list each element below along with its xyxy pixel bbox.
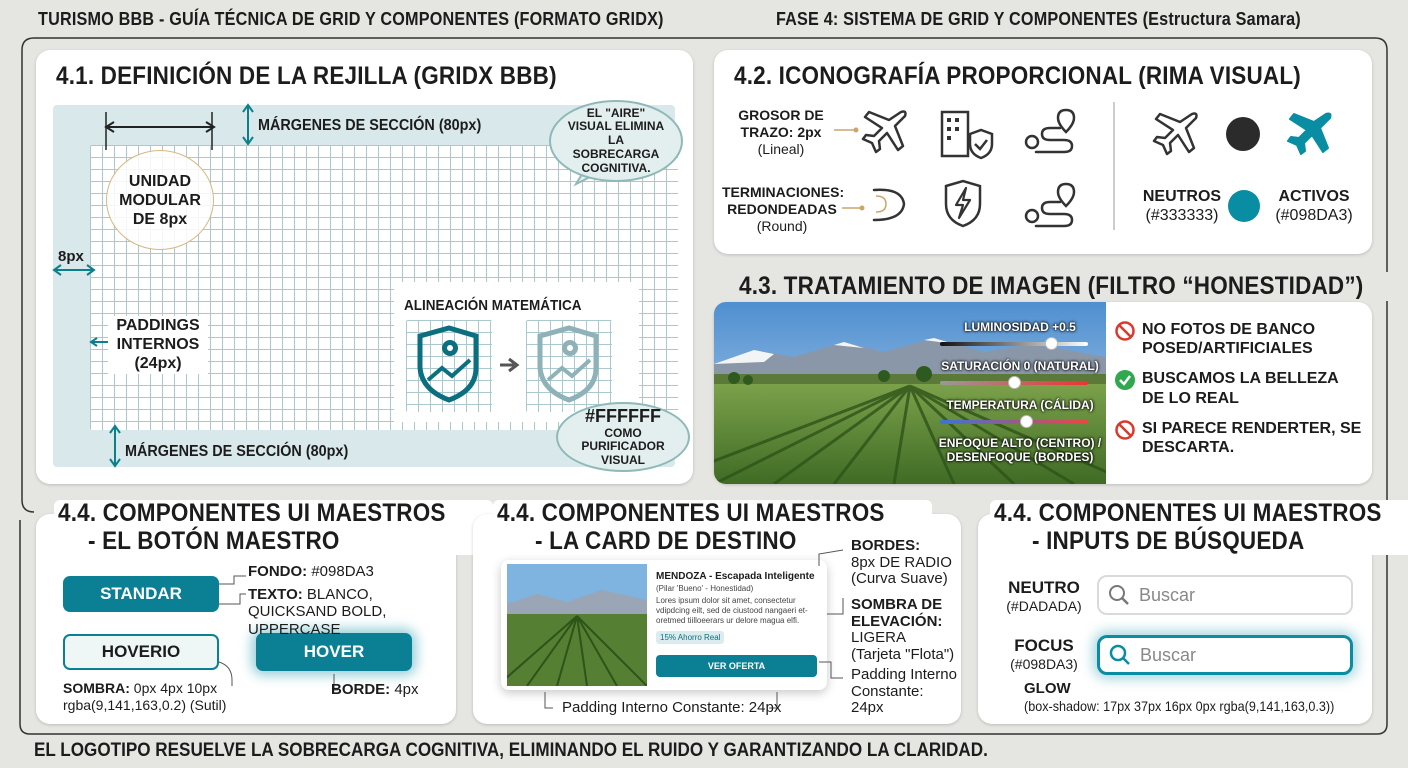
slider-knob[interactable] (1020, 415, 1033, 428)
filter-slider[interactable] (940, 381, 1088, 385)
active-label: ACTIVOS (#098DA3) (1275, 188, 1353, 225)
bordes-spec: BORDES: 8px DE RADIO (Curva Suave) (851, 537, 952, 587)
terminations-label: TERMINACIONES: REDONDEADAS (Round) (722, 184, 845, 234)
rule-text: BUSCAMOS LA BELLEZA DE LO REAL (1142, 370, 1339, 407)
focus-input-label: FOCUS (#098DA3) (1010, 636, 1078, 673)
fondo-spec: FONDO: #098DA3 (248, 563, 374, 580)
photo-rules (1114, 320, 1364, 468)
hover-button[interactable]: HOVER (256, 633, 412, 671)
brand-logo-icon (414, 324, 484, 404)
borde-spec: BORDE: 4px (331, 681, 419, 698)
prohibited-icon (1114, 419, 1136, 446)
texto-spec: TEXTO: BLANCO, QUICKSAND BOLD, UPPERCASE (248, 586, 387, 638)
plane-icon (1284, 108, 1336, 160)
sombra-spec: SOMBRA DE ELEVACIÓN: LIGERA (Tarjeta "Flota") (851, 596, 955, 663)
rule-item (1114, 320, 1364, 358)
check-icon (1114, 369, 1136, 396)
neutral-swatch (1226, 117, 1260, 151)
standard-button[interactable]: STANDAR (63, 576, 219, 612)
plane-icon (859, 106, 911, 158)
prohibited-icon (1114, 320, 1136, 347)
search-icon (1100, 643, 1140, 667)
slider-knob[interactable] (1045, 337, 1058, 350)
slider-label: SATURACIÓN 0 (NATURAL) (941, 359, 1099, 373)
glow-value: (box-shadow: 17px 37px 16px 0px rgba(9,141,163,0.3)) (1024, 698, 1335, 714)
panel-title: 4.2. ICONOGRAFÍA PROPORCIONAL (RIMA VISUAL) (734, 62, 1301, 90)
brand-logo-ghost-icon (534, 324, 604, 404)
stroke-label: GROSOR DE TRAZO: 2px (Lineal) (738, 107, 824, 157)
card-body: Lores ipsum dolor sit amet, consectetur vdipdcing eilt, sed de ciustood nangaeri et-oretmed tiilloeerars ur delore magua elfi. (656, 596, 808, 625)
view-offer-button[interactable]: VER OFERTA (656, 655, 817, 677)
active-swatch (1228, 190, 1260, 222)
sombra-spec: SOMBRA: 0px 4px 10px rgba(9,141,163,0.2) (Sutil) (63, 680, 227, 713)
padding-bottom-spec: Padding Interno Constante: 24px (562, 699, 782, 716)
search-input-neutral[interactable]: Buscar (1097, 575, 1353, 615)
button-panel (36, 499, 456, 724)
rule-text: SI PARECE RENDERTER, SE DESCARTA. (1142, 419, 1362, 456)
white-bubble: #FFFFFF COMO PURIFICADOR VISUAL (556, 402, 690, 472)
rule-item (1114, 369, 1364, 407)
plane-icon (1150, 108, 1202, 160)
building-shield-icon (936, 106, 994, 162)
rounded-end-icon (864, 182, 910, 228)
paddings-label: PADDINGS INTERNOS (24px) (108, 316, 208, 374)
card-badge: 15% Ahorro Real (656, 631, 724, 644)
margin-bottom-label: MÁRGENES DE SECCIÓN (80px) (125, 443, 349, 460)
card-title: MENDOZA - Escapada Inteligente (656, 571, 815, 582)
panel-title: 4.4. COMPONENTES UI MAESTROS - INPUTS DE BÚSQUEDA (990, 500, 1408, 555)
grid-panel (36, 50, 693, 484)
inputs-panel (978, 499, 1382, 724)
rule-item (1114, 419, 1364, 457)
slider-label: LUMINOSIDAD +0.5 (964, 320, 1076, 334)
hoverio-button[interactable]: HOVERIO (63, 634, 219, 670)
image-panel-title: 4.3. TRATAMIENTO DE IMAGEN (FILTRO “HONESTIDAD”) (733, 272, 1408, 301)
header-right-title: FASE 4: SISTEMA DE GRID Y COMPONENTES (Estructura Samara) (776, 9, 1301, 29)
image-panel (714, 302, 1372, 484)
icons-panel (714, 50, 1372, 254)
filter-slider[interactable] (940, 420, 1088, 424)
header-left-title: TURISMO BBB - GUÍA TÉCNICA DE GRID Y COMPONENTES (FORMATO GRIDX) (38, 9, 664, 29)
card-subtitle: (Pilar 'Bueno' - Honestidad) (656, 584, 754, 593)
filter-slider[interactable] (940, 342, 1088, 346)
panel-title: 4.4. COMPONENTES UI MAESTROS - EL BOTÓN MAESTRO (54, 500, 493, 555)
arrow-right-icon (498, 355, 522, 375)
alignment-label: ALINEACIÓN MATEMÁTICA (404, 297, 582, 314)
bolt-shield-icon (940, 178, 986, 230)
route-pin-icon (1020, 180, 1078, 234)
neutral-label: NEUTROS (#333333) (1142, 188, 1222, 225)
padding-right-spec: Padding Interno Constante: 24px (851, 666, 957, 716)
panel-title: 4.4. COMPONENTES UI MAESTROS - LA CARD DE DESTINO (493, 500, 932, 555)
side-8px-label: 8px (58, 248, 84, 265)
search-icon (1099, 583, 1139, 607)
footer-text: EL LOGOTIPO RESUELVE LA SOBRECARGA COGNITIVA, ELIMINANDO EL RUIDO Y GARANTIZANDO LA CLARIDAD. (34, 740, 988, 761)
slider-knob[interactable] (1008, 376, 1021, 389)
panel-title: 4.1. DEFINICIÓN DE LA REJILLA (GRIDX BBB) (56, 62, 557, 90)
neutral-input-label: NEUTRO (#DADADA) (1006, 578, 1082, 615)
card-panel (473, 499, 961, 724)
slider-label: TEMPERATURA (CÁLIDA) (946, 398, 1094, 412)
search-input-focus[interactable]: Buscar (1097, 635, 1353, 675)
margin-top-label: MÁRGENES DE SECCIÓN (80px) (258, 117, 482, 134)
unit-label: UNIDAD MODULAR DE 8px (119, 173, 201, 229)
rule-text: NO FOTOS DE BANCO POSED/ARTIFICIALES (1142, 321, 1316, 358)
route-pin-icon (1020, 106, 1078, 160)
slider-label: ENFOQUE ALTO (CENTRO) / DESENFOQUE (BORDES) (938, 436, 1102, 465)
glow-label: GLOW (1024, 680, 1071, 697)
air-bubble: EL "AIRE" VISUAL ELIMINA LA SOBRECARGA COGNITIVA. (549, 100, 683, 182)
